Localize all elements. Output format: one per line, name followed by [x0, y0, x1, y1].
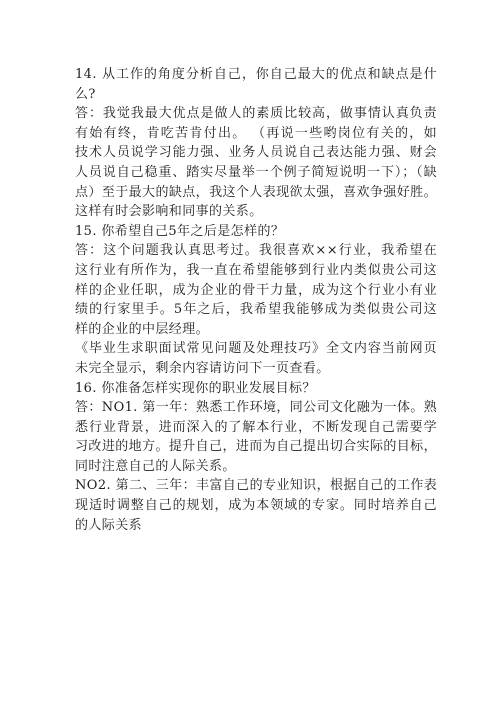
document-page [75, 65, 437, 535]
answer-14-line-3: 技术人员说学习能力强、业务人员说自己表达能力强、财会 [75, 145, 437, 161]
question-16-title: 16. 你准备怎样实现你的职业发展目标？ [75, 380, 316, 396]
answer-14-line-4: 人员说自己稳重、踏实尽量举一个例子简短说明一下）；（缺 [75, 164, 437, 180]
answer-16-line-4: 同时注意自己的人际关系。 [75, 458, 236, 474]
question-14-title-line-1: 14. 从工作的角度分析自己，你自己最大的优点和缺点是什 [75, 67, 437, 82]
answer-16-line-5: NO2. 第二、三年：丰富自己的专业知识，根据自己的工作表 [75, 478, 437, 494]
answer-16-line-6: 现适时调整自己的规划，成为本领域的专家。同时培养自己 [75, 498, 437, 514]
answer-16-line-7: 的人际关系 [75, 517, 143, 533]
continuation-notice [75, 339, 437, 378]
question-14-title-line-2: 么? [75, 86, 96, 102]
answer-14-line-6: 这样有时会影响和同事的关系。 [75, 204, 263, 220]
answer-15-line-5: 样的企业的中层经理。 [75, 321, 210, 337]
answer-15-line-3: 样的企业任职，成为企业的骨干力量，成为这个行业小有业 [75, 282, 437, 298]
answer-14-line-2: 有始有终，肯吃苦肯付出。 （再说一些哟岗位有关的，如 [75, 125, 437, 141]
answer-15-line-1: 答：这个问题我认真思考过。我很喜欢××行业，我希望在 [75, 243, 437, 259]
answer-15-line-2: 这行业有所作为，我一直在希望能够到行业内类似贵公司这 [75, 262, 437, 278]
question-14-section [75, 65, 437, 222]
question-16-section [75, 379, 437, 536]
answer-14-line-1: 答：我觉我最大优点是做人的素质比较高，做事情认真负责 [75, 106, 437, 122]
answer-16-line-1: 答：NO1. 第一年：熟悉工作环境，同公司文化融为一体。熟 [75, 400, 437, 416]
question-15-title: 15. 你希望自己5年之后是怎样的？ [75, 223, 285, 239]
question-15-section [75, 222, 437, 340]
answer-16-line-2: 悉行业背景，进而深入的了解本行业，不断发现自己需要学 [75, 419, 437, 435]
answer-16-line-3: 习改进的地方。提升自己，进而为自己提出切合实际的目标， [75, 439, 437, 455]
continuation-notice-line-2: 未完全显示，剩余内容请访问下一页查看。 [75, 360, 330, 376]
answer-15-line-4: 绩的行家里手。5年之后，我希望我能够成为类似贵公司这 [75, 302, 437, 318]
answer-14-line-5: 点）至于最大的缺点，我这个人表现欲太强，喜欢争强好胜。 [75, 184, 437, 200]
continuation-notice-line-1: 《毕业生求职面试常见问题及处理技巧》全文内容当前网页 [75, 341, 437, 357]
